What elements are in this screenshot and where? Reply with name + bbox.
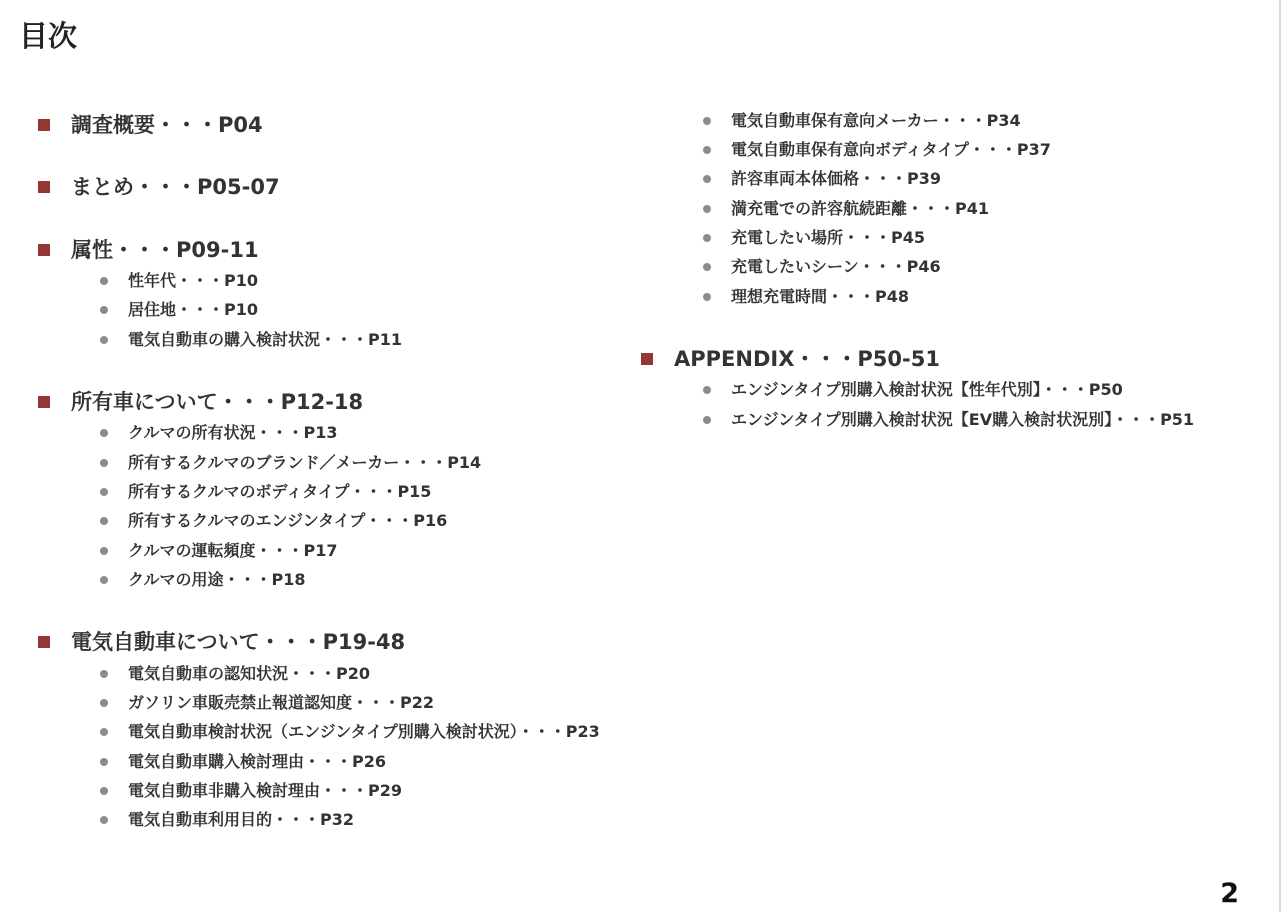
dot-bullet-icon <box>703 263 711 271</box>
dot-bullet-icon <box>100 336 108 344</box>
toc-section-label: 調査概要・・・P04 <box>71 113 263 137</box>
dot-bullet-icon <box>100 699 108 707</box>
toc-item-label: 所有するクルマのブランド／メーカー・・・P14 <box>128 453 482 472</box>
dot-bullet-icon <box>703 293 711 301</box>
toc-section-label: APPENDIX・・・P50-51 <box>674 347 940 371</box>
page-number: 2 <box>1220 878 1239 909</box>
toc-section-label: 電気自動車について・・・P19-48 <box>71 630 406 654</box>
square-bullet-icon <box>641 353 653 365</box>
dot-bullet-icon <box>100 277 108 285</box>
dot-bullet-icon <box>100 758 108 766</box>
toc-item-label: 許容車両本体価格・・・P39 <box>731 169 941 188</box>
toc-item-label: 理想充電時間・・・P48 <box>731 287 909 306</box>
dot-bullet-icon <box>703 117 711 125</box>
toc-item-label: ガソリン車販売禁止報道認知度・・・P22 <box>128 693 434 712</box>
square-bullet-icon <box>38 396 50 408</box>
toc-section-label: 属性・・・P09-11 <box>71 238 259 262</box>
toc-item-label: 電気自動車利用目的・・・P32 <box>128 810 354 829</box>
toc-item-label: 充電したい場所・・・P45 <box>731 228 925 247</box>
toc-item-label: 居住地・・・P10 <box>128 300 258 319</box>
dot-bullet-icon <box>703 175 711 183</box>
square-bullet-icon <box>38 244 50 256</box>
toc-item-label: 電気自動車非購入検討理由・・・P29 <box>128 781 402 800</box>
toc-item-label: 満充電での許容航続距離・・・P41 <box>731 199 989 218</box>
toc-item-label: 電気自動車保有意向メーカー・・・P34 <box>731 111 1021 130</box>
dot-bullet-icon <box>100 459 108 467</box>
square-bullet-icon <box>38 181 50 193</box>
dot-bullet-icon <box>703 386 711 394</box>
toc-item-label: エンジンタイプ別購入検討状況【性年代別】・・・P50 <box>731 380 1123 399</box>
dot-bullet-icon <box>100 728 108 736</box>
dot-bullet-icon <box>100 576 108 584</box>
toc-item-label: エンジンタイプ別購入検討状況【EV購入検討状況別】・・・P51 <box>731 410 1195 429</box>
dot-bullet-icon <box>703 234 711 242</box>
dot-bullet-icon <box>100 517 108 525</box>
toc-item-label: 性年代・・・P10 <box>128 271 258 290</box>
dot-bullet-icon <box>100 306 108 314</box>
toc-item-label: 電気自動車購入検討理由・・・P26 <box>128 752 386 771</box>
dot-bullet-icon <box>100 488 108 496</box>
toc-item-label: 電気自動車検討状況（エンジンタイプ別購入検討状況）・・・P23 <box>128 722 600 741</box>
toc-section-label: 所有車について・・・P12-18 <box>71 390 364 414</box>
dot-bullet-icon <box>100 429 108 437</box>
square-bullet-icon <box>38 119 50 131</box>
toc-item-label: クルマの所有状況・・・P13 <box>128 423 338 442</box>
dot-bullet-icon <box>703 416 711 424</box>
toc-item-label: 所有するクルマのエンジンタイプ・・・P16 <box>128 511 448 530</box>
dot-bullet-icon <box>100 787 108 795</box>
dot-bullet-icon <box>100 816 108 824</box>
toc-section-label: まとめ・・・P05-07 <box>71 175 280 199</box>
toc-item-label: 電気自動車の認知状況・・・P20 <box>128 664 370 683</box>
square-bullet-icon <box>38 636 50 648</box>
toc-item-label: 所有するクルマのボディタイプ・・・P15 <box>128 482 432 501</box>
dot-bullet-icon <box>703 146 711 154</box>
dot-bullet-icon <box>100 670 108 678</box>
page-title: 目次 <box>19 19 78 53</box>
toc-item-label: クルマの用途・・・P18 <box>128 570 306 589</box>
dot-bullet-icon <box>703 205 711 213</box>
toc-item-label: クルマの運転頻度・・・P17 <box>128 541 338 560</box>
toc-item-label: 電気自動車の購入検討状況・・・P11 <box>128 330 402 349</box>
dot-bullet-icon <box>100 547 108 555</box>
toc-item-label: 電気自動車保有意向ボディタイプ・・・P37 <box>731 140 1051 159</box>
toc-item-label: 充電したいシーン・・・P46 <box>731 257 941 276</box>
